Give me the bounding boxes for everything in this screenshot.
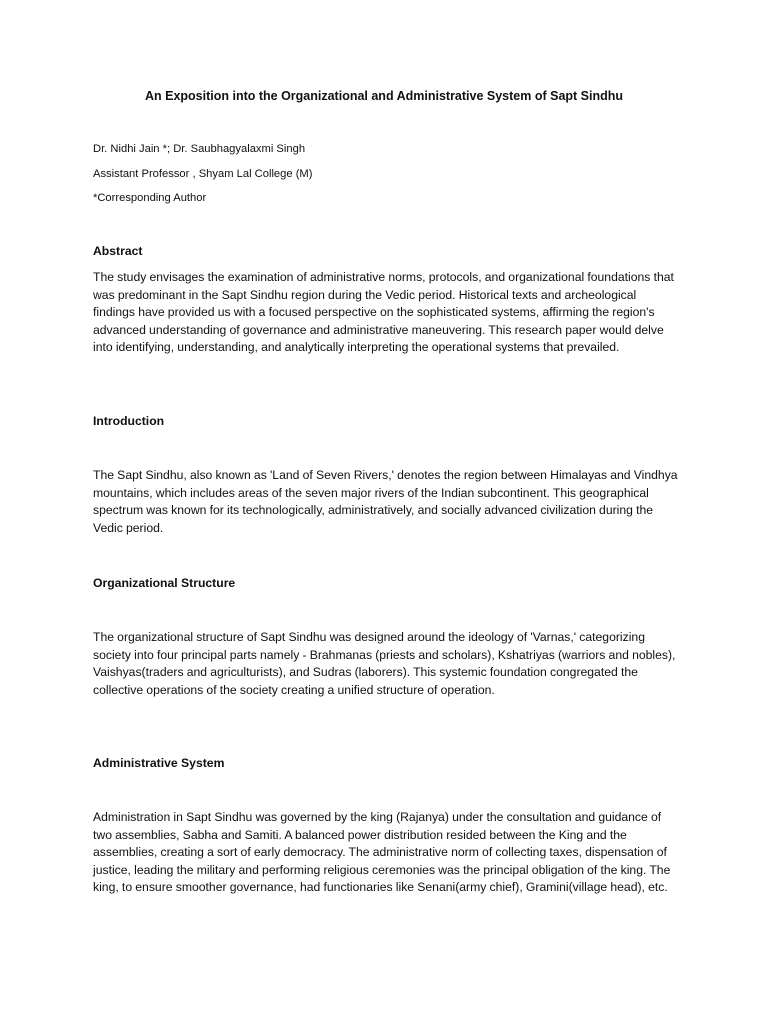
abstract-heading: Abstract xyxy=(93,244,143,258)
introduction-heading: Introduction xyxy=(93,414,165,428)
abstract-text: The study envisages the examination of administrative norms, protocols, and organizational foundations that was predominant in the Sapt Sindhu region during the Vedic period. Historical texts and archeological findings have provided us with a focused perspective on the sophisticated systems, affirming the region's advanced understanding of governance and administrative maneuvering. This research paper would delve into identifying, understanding, and analytically interpreting the operational systems that prevailed. xyxy=(93,270,674,355)
corresponding-author-note: *Corresponding Author xyxy=(93,192,207,204)
authors: Dr. Nidhi Jain *; Dr. Saubhagyalaxmi Singh xyxy=(93,143,306,155)
paper-title: An Exposition into the Organizational and Administrative System of Sapt Sindhu xyxy=(144,89,624,103)
organizational-structure-heading: Organizational Structure xyxy=(93,576,236,590)
administrative-system-heading: Administrative System xyxy=(93,756,225,770)
organizational-structure-text: The organizational structure of Sapt Sindhu was designed around the ideology of 'Varnas,' categorizing society into four principal parts namely - Brahmanas (priests and scholars), Kshatriyas (warriors and nobles), Vaishyas(traders and agriculturists), and Sudras (laborers). This systemic foundation congregated the collective operations of the society creating a unified structure of operation. xyxy=(93,630,676,697)
introduction-text: The Sapt Sindhu, also known as 'Land of Seven Rivers,' denotes the region between Himalayas and Vindhya mountains, which includes areas of the seven major rivers of the Indian subcontinent. This geographical spectrum was known for its technologically, administratively, and socially advanced civilization during the Vedic period. xyxy=(93,468,678,535)
administrative-system-text: Administration in Sapt Sindhu was governed by the king (Rajanya) under the consultation and guidance of two assemblies, Sabha and Samiti. A balanced power distribution resided between the King and the assemblies, creating a sort of early democracy. The administrative norm of collecting taxes, dispensation of justice, leading the military and performing religious ceremonies was the principal obligation of the king. The king, to ensure smoother governance, had functionaries like Senani(army chief), Gramini(village head), etc. xyxy=(93,810,671,895)
affiliation: Assistant Professor , Shyam Lal College (M) xyxy=(93,168,313,180)
